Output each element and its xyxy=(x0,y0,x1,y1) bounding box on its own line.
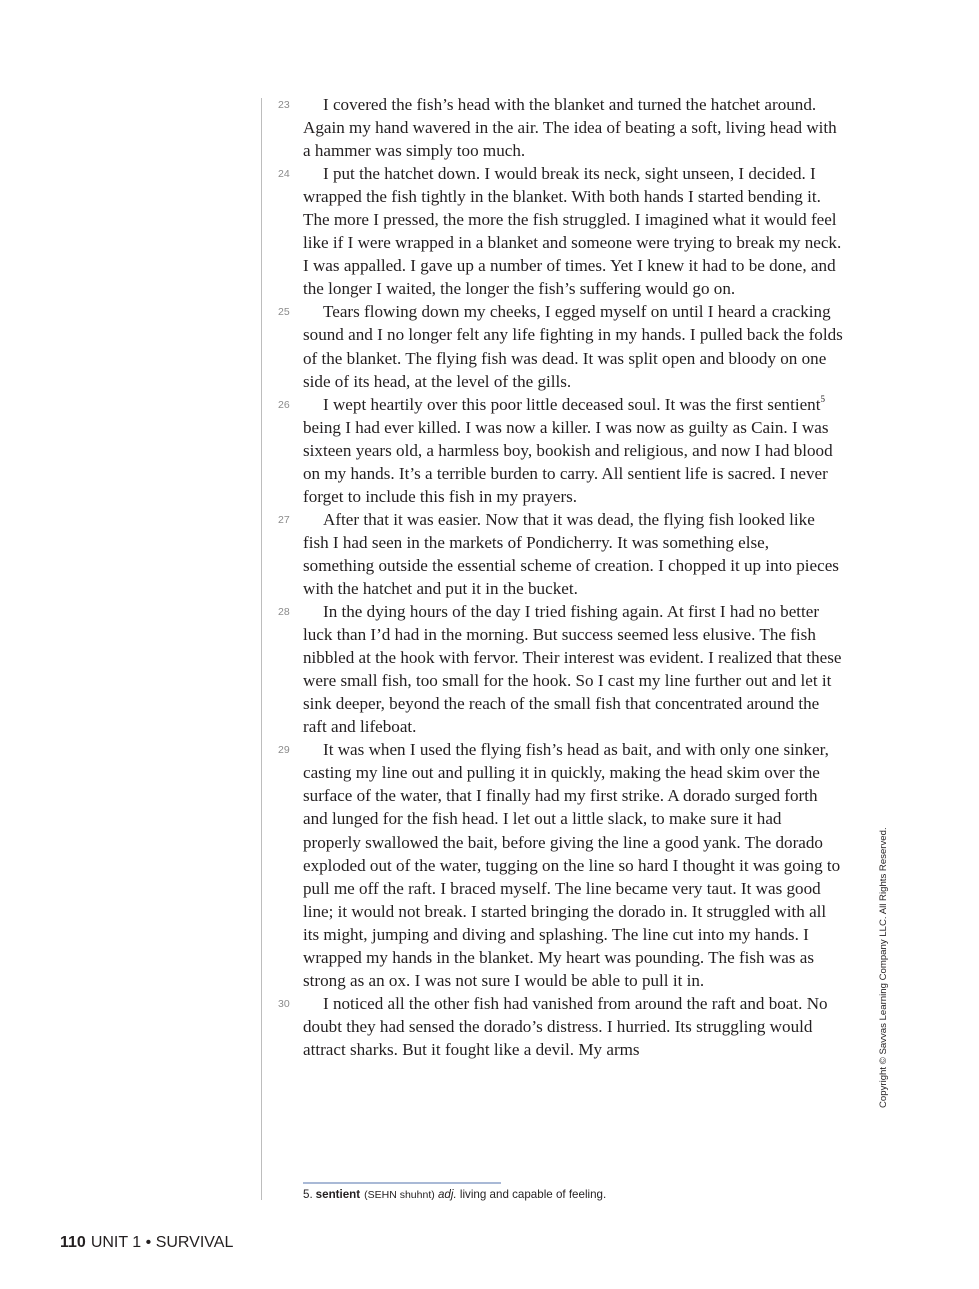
paragraph-number: 27 xyxy=(278,513,290,526)
footnote-number: 5. xyxy=(303,1188,313,1201)
footnote-part-of-speech: adj. xyxy=(437,1188,457,1201)
paragraph-29 xyxy=(278,738,843,992)
paragraph-number: 29 xyxy=(278,744,290,757)
paragraph-text-before: I wept heartily over this poor little deceased soul. It was the first sentient xyxy=(323,394,821,414)
paragraph-text: After that it was easier. Now that it was dead, the flying fish looked like fish I had seen in the markets of Pondicherry. It was something else, something outside the essential scheme of creation. I chopped it up into pieces with the hatchet and put it in the bucket. xyxy=(303,509,839,598)
footnote xyxy=(303,1187,606,1203)
paragraph-number: 28 xyxy=(278,606,290,619)
paragraph-24 xyxy=(278,162,843,300)
footnote-pronunciation: (SEHN shuhnt) xyxy=(364,1189,435,1201)
footnote-term: sentient xyxy=(315,1188,361,1201)
paragraph-26 xyxy=(278,393,843,508)
footnote-rule xyxy=(303,1182,501,1184)
paragraph-text: Tears flowing down my cheeks, I egged myself on until I heard a cracking sound and I no longer felt any life fighting in my hands. I pulled back the folds of the blanket. The flying fish was dead. It was split open and bloody on one side of its head, at the level of the gills. xyxy=(303,302,843,391)
margin-rule xyxy=(261,98,262,1200)
paragraph-number: 24 xyxy=(278,168,290,181)
paragraph-text: I covered the fish’s head with the blanket and turned the hatchet around. Again my hand wavered in the air. The idea of beating a soft, living head with a hammer was simply too much. xyxy=(303,95,837,161)
paragraph-28 xyxy=(278,600,843,738)
footnote-reference[interactable]: 5 xyxy=(820,393,825,404)
paragraph-text: I noticed all the other fish had vanished from around the raft and boat. No doubt they had sensed the dorado’s distress. I hurried. Its struggling would attract sharks. But it fought like a devil. My arms xyxy=(303,993,828,1059)
paragraph-number: 26 xyxy=(278,398,290,411)
paragraph-30 xyxy=(278,992,843,1061)
copyright-notice: Copyright © Savvas Learning Company LLC. All Rights Reserved. xyxy=(878,827,889,1108)
paragraph-25 xyxy=(278,300,843,392)
body-text xyxy=(278,93,843,1061)
page-footer xyxy=(60,1233,233,1253)
paragraph-text: In the dying hours of the day I tried fishing again. At first I had no better luck than I’d had in the morning. But success seemed less elusive. The fish nibbled at the hook with fervor. Their interest was evident. I realized that these were small fish, too small for the hook. So I cast my line further out and let it sink deeper, beyond the reach of the small fish that concentrated around the raft and lifeboat. xyxy=(303,602,842,737)
paragraph-text: I put the hatchet down. I would break its neck, sight unseen, I decided. I wrapped the fish tightly in the blanket. With both hands I started bending it. The more I pressed, the more the fish struggled. I imagined what it would feel like if I were wrapped in a blanket and someone were trying to break my neck. I was appalled. I gave up a number of times. Yet I knew it had to be done, and the longer I waited, the longer the fish’s suffering would go on. xyxy=(303,164,842,299)
paragraph-text-after: being I had ever killed. I was now a killer. I was now as guilty as Cain. I was sixteen years old, a harmless boy, bookish and religious, and now I had blood on my hands. It’s a terrible burden to carry. All sentient life is sacred. I never forget to include this fish in my prayers. xyxy=(303,417,833,506)
paragraph-number: 25 xyxy=(278,306,290,319)
footnote-definition: living and capable of feeling. xyxy=(459,1188,607,1201)
paragraph-23 xyxy=(278,93,843,162)
paragraph-text: It was when I used the flying fish’s head as bait, and with only one sinker, casting my line out and pulling it in quickly, making the head skim over the surface of the water, that I finally had my first strike. A dorado surged forth and lunged for the fish head. I let out a little slack, to make sure it had properly swallowed the bait, before giving the line a good yank. The dorado exploded out of the water, tugging on the line so hard I thought it was going to pull me off the raft. I braced myself. The line became very taut. It was good line; it would not break. I started bringing the dorado in. It struggled with all its might, jumping and diving and splashing. The line cut into my hands. I wrapped my hands in the blanket. My heart was pounding. The fish was as strong as an ox. I was not sure I would be able to pull it in. xyxy=(303,740,841,990)
page-number: 110 xyxy=(60,1234,86,1251)
paragraph-number: 30 xyxy=(278,997,290,1010)
paragraph-27 xyxy=(278,508,843,600)
running-head: UNIT 1 • SURVIVAL xyxy=(90,1234,234,1251)
paragraph-number: 23 xyxy=(278,99,290,111)
